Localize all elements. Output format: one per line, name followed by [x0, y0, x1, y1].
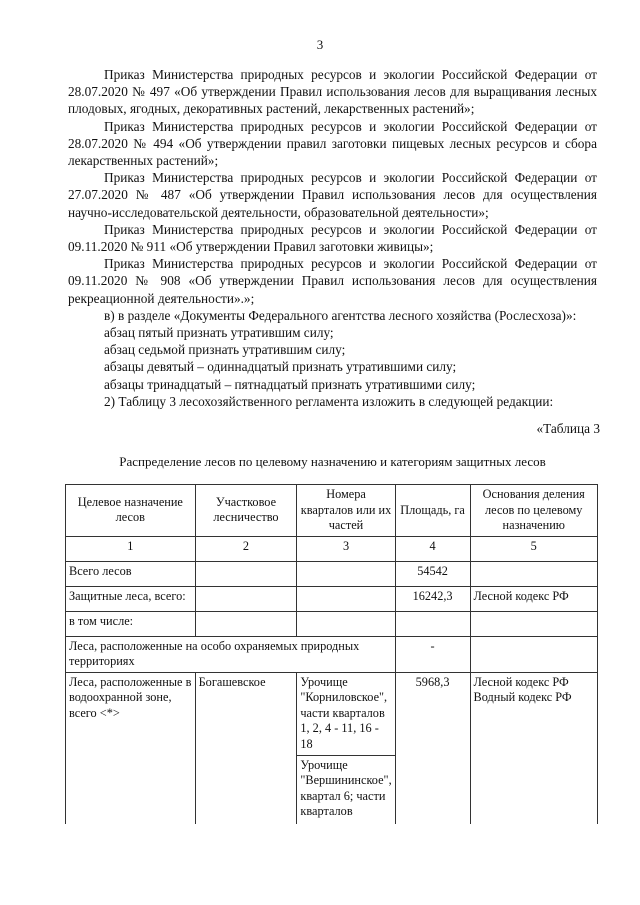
- row-area: 5968,3: [395, 672, 470, 824]
- table-label: «Таблица 3: [536, 421, 600, 436]
- column-number: 3: [297, 536, 395, 561]
- table-row-water-protection: [66, 672, 598, 755]
- paragraph-table-3: 2) Таблицу 3 лесохозяйственного регламента изложить в следующей редакции:: [104, 393, 554, 409]
- row-name: Всего лесов: [66, 561, 196, 586]
- page-number: 3: [316, 37, 324, 52]
- order-text: [68, 66, 597, 410]
- empty-cell: [470, 561, 598, 586]
- row-area: -: [395, 636, 470, 672]
- table-row-including: [66, 611, 598, 636]
- empty-cell: [297, 611, 395, 636]
- paragraph-order-908: Приказ Министерства природных ресурсов и экологии Российской Федерации от 09.11.2020 № 908 «Об утверждении Правил использования лесов для осуществления рекреационной деятельности».»;: [68, 256, 597, 306]
- row-basis: [470, 672, 598, 824]
- empty-cell: [195, 561, 297, 586]
- header-area: Площадь, га: [395, 485, 470, 537]
- row-name: Защитные леса, всего:: [66, 586, 196, 611]
- table-title: Распределение лесов по целевому назначению и категориям защитных лесов: [119, 454, 546, 469]
- empty-cell: [395, 611, 470, 636]
- forest-distribution-table: [65, 484, 598, 824]
- table-row-protective: [66, 586, 598, 611]
- row-area: 54542: [395, 561, 470, 586]
- row-name: Леса, расположенные в водоохранной зоне, всего <*>: [66, 672, 196, 824]
- paragraph-abzac-7: абзац седьмой признать утратившим силу;: [104, 342, 346, 358]
- paragraph-order-487: Приказ Министерства природных ресурсов и экологии Российской Федерации от 27.07.2020 № 487 «Об утверждении Правил использования лесов для осуществления научно-исследовательской деятельности, образовательной деятельности»;: [68, 170, 597, 220]
- column-number: 4: [395, 536, 470, 561]
- row-basis: Лесной кодекс РФ: [470, 586, 598, 611]
- paragraph-abzac-5: абзац пятый признать утратившим силу;: [104, 325, 334, 341]
- empty-cell: [195, 611, 297, 636]
- paragraph-order-911: Приказ Министерства природных ресурсов и экологии Российской Федерации от 09.11.2020 № 911 «Об утверждении Правил заготовки живицы»;: [68, 221, 597, 255]
- paragraph-rosleshoz-section: в) в разделе «Документы Федерального агентства лесного хозяйства (Рослесхоза)»:: [104, 307, 577, 323]
- paragraph-order-494: Приказ Министерства природных ресурсов и экологии Российской Федерации от 28.07.2020 № 494 «Об утверждении правил заготовки пищевых лесных ресурсов и сбора лекарственных растений»;: [68, 118, 597, 169]
- empty-cell: [470, 636, 598, 672]
- empty-cell: [297, 561, 395, 586]
- table-row-total: [66, 561, 598, 586]
- header-forestry: Участковое лесничество: [195, 485, 297, 537]
- empty-cell: [470, 611, 598, 636]
- row-forestry: Богашевское: [195, 672, 297, 824]
- row-name: Леса, расположенные на особо охраняемых природных территориях: [66, 636, 396, 672]
- row-name: в том числе:: [66, 611, 196, 636]
- table-column-numbers-row: [66, 536, 598, 561]
- row-quarters: Урочище "Вершининское", квартал 6; части кварталов: [297, 755, 395, 824]
- column-number: 5: [470, 536, 598, 561]
- table-row-protected-areas: [66, 636, 598, 672]
- header-basis: Основания деления лесов по целевому назначению: [470, 485, 598, 537]
- empty-cell: [297, 586, 395, 611]
- column-number: 2: [195, 536, 297, 561]
- paragraph-abzac-13-15: абзацы тринадцатый – пятнадцатый признать утратившими силу;: [104, 376, 476, 392]
- table-header-row: [66, 485, 598, 537]
- row-quarters: Урочище "Корниловское", части кварталов 1, 2, 4 - 11, 16 - 18: [297, 672, 395, 755]
- basis-water-code: Водный кодекс РФ: [473, 690, 572, 704]
- header-purpose: Целевое назначение лесов: [66, 485, 196, 537]
- paragraph-order-497: Приказ Министерства природных ресурсов и экологии Российской Федерации от 28.07.2020 № 497 «Об утверждении Правил использования лесов для выращивания лесных плодовых, ягодных, декоративных растений, лекарственных растений»;: [68, 67, 597, 117]
- column-number: 1: [66, 536, 196, 561]
- basis-forest-code: Лесной кодекс РФ: [473, 674, 569, 689]
- paragraph-abzac-9-11: абзацы девятый – одиннадцатый признать утратившими силу;: [104, 359, 457, 375]
- row-area: 16242,3: [395, 586, 470, 611]
- header-quarters: Номера кварталов или их частей: [297, 485, 395, 537]
- empty-cell: [195, 586, 297, 611]
